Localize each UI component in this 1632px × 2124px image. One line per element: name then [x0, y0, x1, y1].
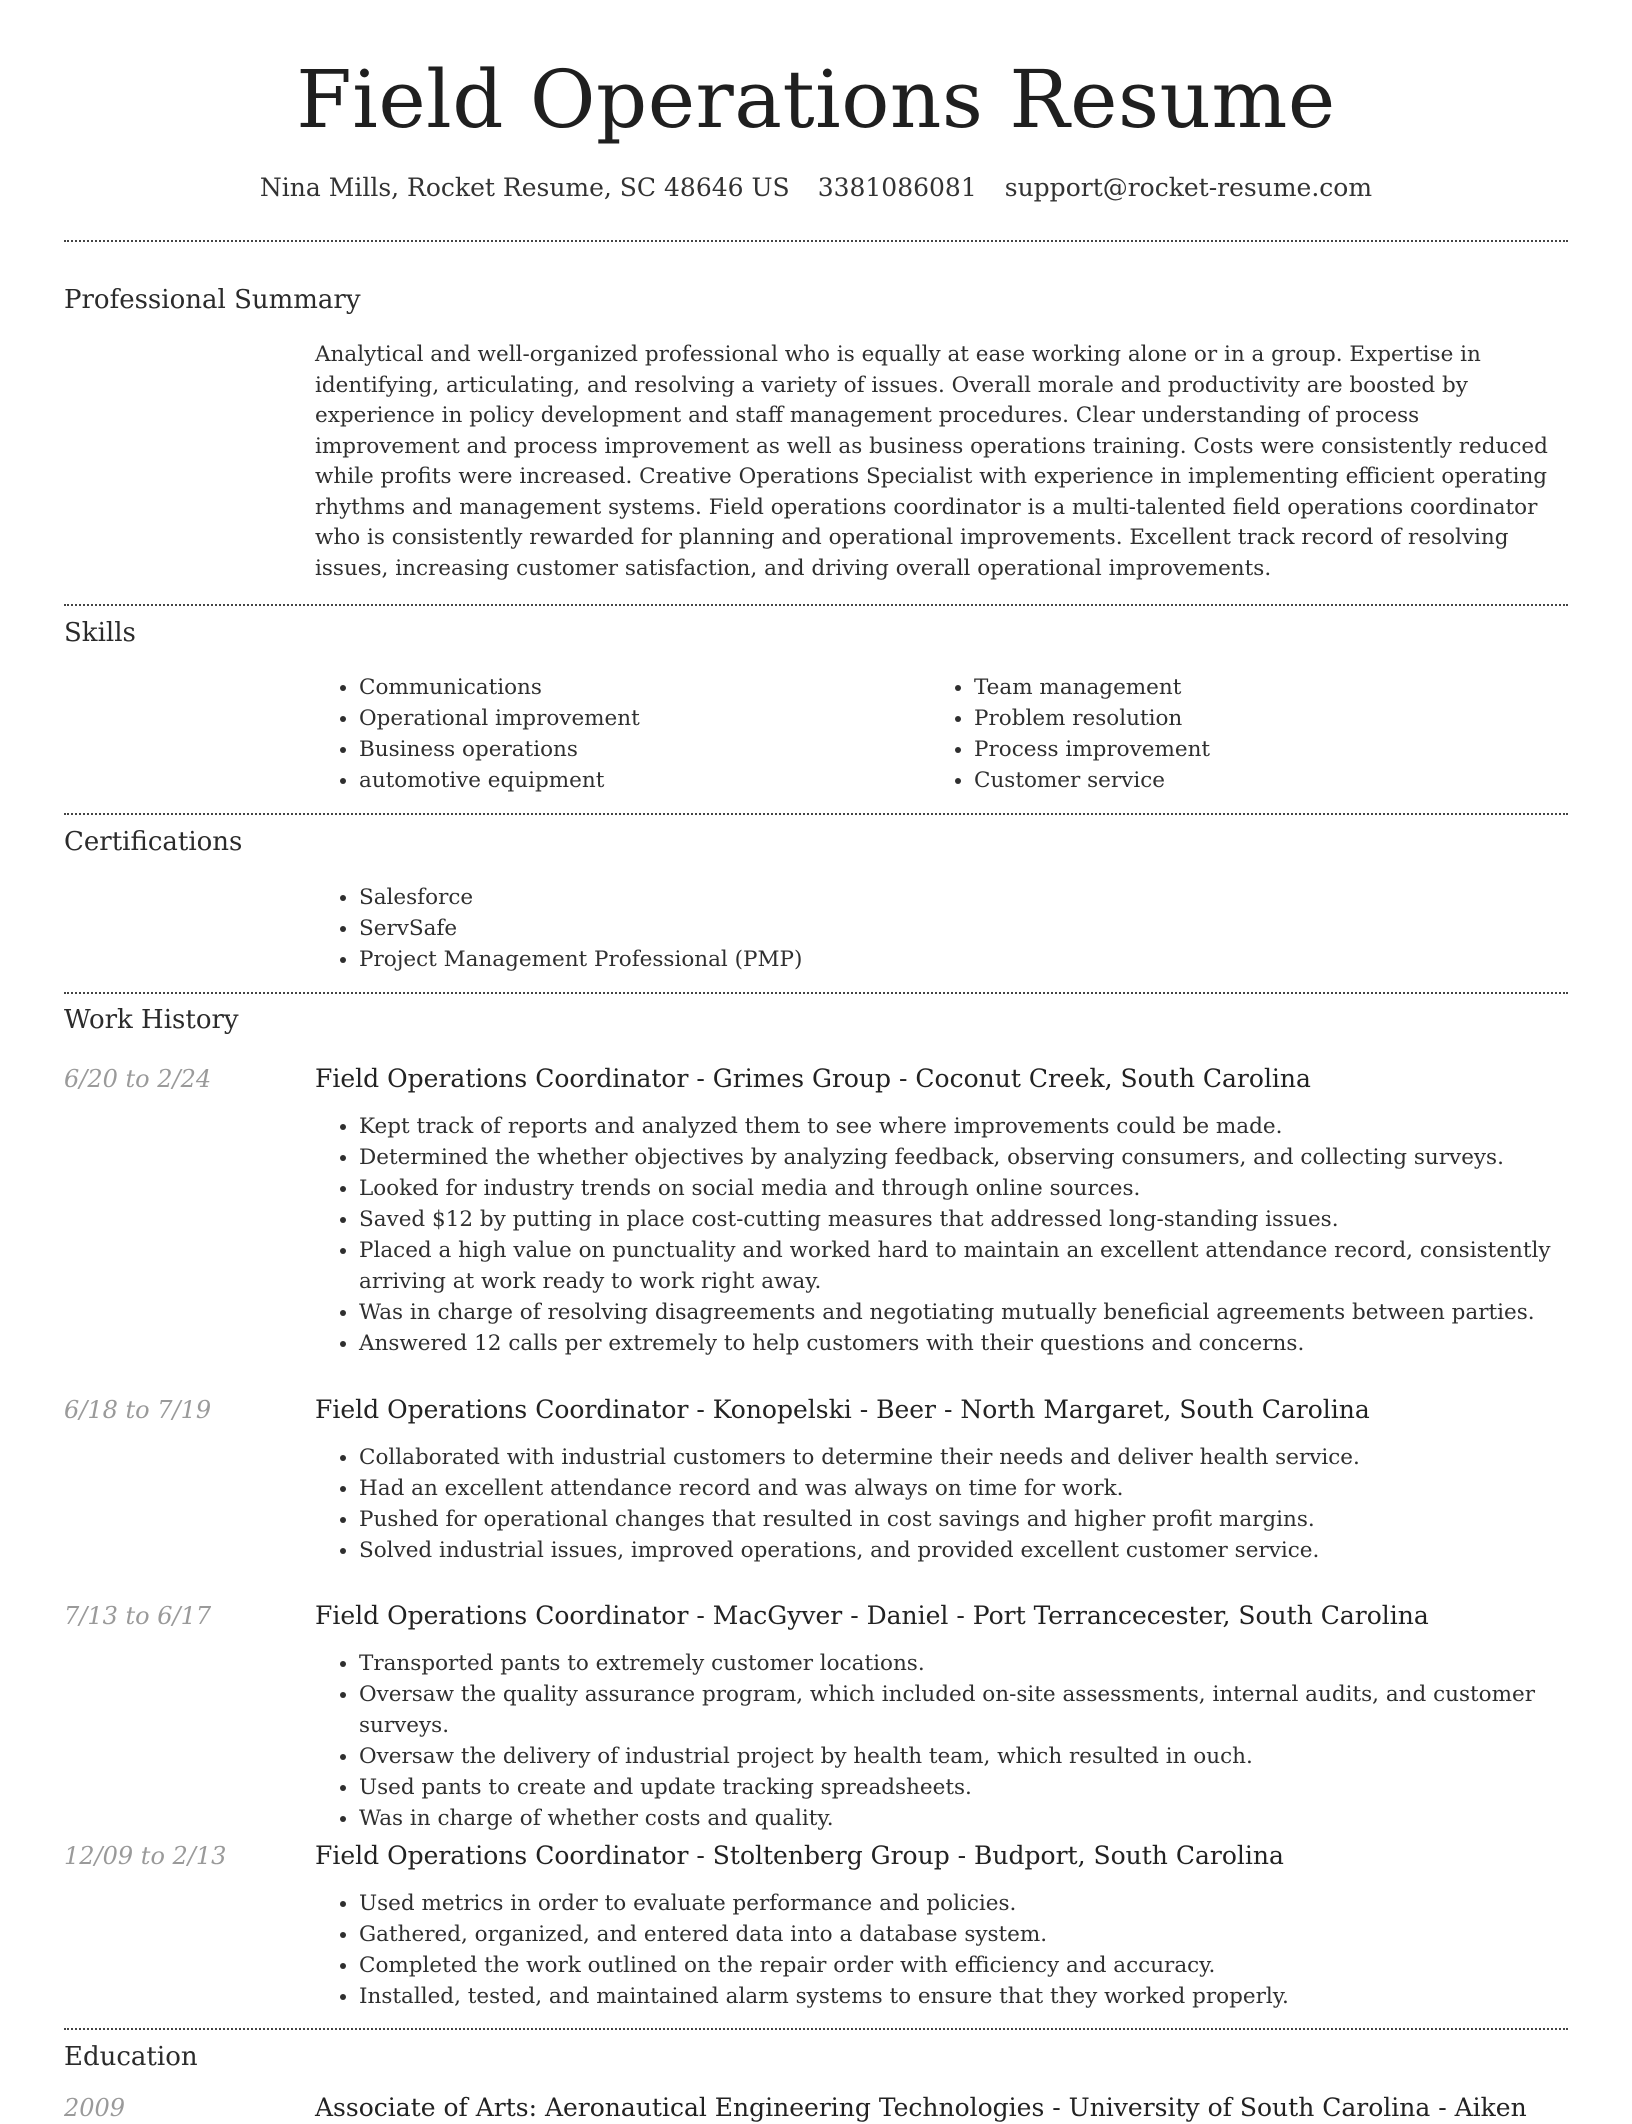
job-title: Field Operations Coordinator - MacGyver - Daniel - Port Terrancecester, South Carolina — [315, 1601, 1429, 1630]
skill-item: • Process improvement — [974, 734, 1210, 765]
job-bullet: • Pushed for operational changes that resulted in cost savings and higher profit margins. — [359, 1504, 1612, 1535]
divider — [64, 604, 1568, 606]
contact-email: support@rocket-resume.com — [1004, 173, 1373, 202]
job-bullet: • Used metrics in order to evaluate performance and policies. — [359, 1888, 1612, 1919]
contact-address: Nina Mills, Rocket Resume, SC 48646 US — [259, 173, 790, 202]
job-title: Field Operations Coordinator - Grimes Group - Coconut Creek, South Carolina — [315, 1064, 1311, 1093]
job-bullet: • Oversaw the quality assurance program, which included on-site assessments, internal audits, and customer surveys. — [359, 1679, 1612, 1741]
certification-item: • ServSafe — [359, 913, 802, 944]
job-bullet: • Gathered, organized, and entered data into a database system. — [359, 1919, 1612, 1950]
job-bullet: • Was in charge of whether costs and quality. — [359, 1803, 1612, 1834]
job-date: 12/09 to 2/13 — [64, 1842, 227, 1870]
job-bullet: • Completed the work outlined on the repair order with efficiency and accuracy. — [359, 1950, 1612, 1981]
divider — [64, 992, 1568, 994]
job-bullet: • Determined the whether objectives by analyzing feedback, observing consumers, and collecting surveys. — [359, 1142, 1612, 1173]
job-title: Field Operations Coordinator - Konopelski - Beer - North Margaret, South Carolina — [315, 1395, 1370, 1424]
summary-text: Analytical and well-organized professional who is equally at ease working alone or in a group. Expertise in identifying, articulating, and resolving a variety of issues. Overall morale and productivity are boosted by experience in policy development and staff management procedures. Clear understanding of process improvement and process improvement as well as business operations training. Costs were consistently reduced while profits were increased. Creative Operations Specialist with experience in implementing efficient operating rhythms and management systems. Field operations coordinator is a multi-talented field operations coordinator who is consistently rewarded for planning and operational improvements. Excellent track record of resolving issues, increasing customer satisfaction, and driving overall operational improvements. — [315, 342, 1548, 581]
divider — [64, 813, 1568, 815]
job-bullet: • Answered 12 calls per extremely to help customers with their questions and concerns. — [359, 1328, 1612, 1359]
section-title-summary: Professional Summary — [64, 285, 361, 315]
job-bullet: • Used pants to create and update tracking spreadsheets. — [359, 1772, 1612, 1803]
divider — [64, 240, 1568, 242]
skill-item: • automotive equipment — [359, 765, 640, 796]
job-bullet: • Had an excellent attendance record and was always on time for work. — [359, 1473, 1612, 1504]
skill-item: • Communications — [359, 672, 640, 703]
skill-item: • Operational improvement — [359, 703, 640, 734]
job-bullet: • Placed a high value on punctuality and worked hard to maintain an excellent attendance record, consistently arriving at work ready to work right away. — [359, 1235, 1612, 1297]
divider — [64, 2028, 1568, 2030]
skill-item: • Problem resolution — [974, 703, 1210, 734]
contact-phone: 3381086081 — [817, 173, 977, 202]
job-date: 6/18 to 7/19 — [64, 1396, 212, 1424]
certifications-list — [315, 882, 802, 975]
job-bullet: • Looked for industry trends on social media and through online sources. — [359, 1173, 1612, 1204]
job-bullet: • Solved industrial issues, improved operations, and provided excellent customer service. — [359, 1535, 1612, 1566]
skill-item: • Team management — [974, 672, 1210, 703]
section-title-education: Education — [64, 2042, 198, 2072]
section-title-skills: Skills — [64, 618, 136, 648]
education-date: 2009 — [64, 2094, 126, 2122]
job-bullet: • Installed, tested, and maintained alarm systems to ensure that they worked properly. — [359, 1981, 1612, 2012]
certification-item: • Salesforce — [359, 882, 802, 913]
skills-column-right — [930, 672, 1210, 796]
education-title: Associate of Arts: Aeronautical Engineering Technologies - University of South Carolina - Aiken — [315, 2093, 1527, 2122]
section-title-work-history: Work History — [64, 1005, 239, 1035]
skills-column-left — [315, 672, 640, 796]
job-bullet: • Saved $12 by putting in place cost-cutting measures that addressed long-standing issues. — [359, 1204, 1612, 1235]
job-bullet: • Oversaw the delivery of industrial project by health team, which resulted in ouch. — [359, 1741, 1612, 1772]
section-title-certifications: Certifications — [64, 827, 243, 857]
job-bullets — [315, 1888, 1612, 2012]
job-bullets — [315, 1111, 1612, 1359]
job-bullet: • Was in charge of resolving disagreements and negotiating mutually beneficial agreements between parties. — [359, 1297, 1612, 1328]
job-bullet: • Collaborated with industrial customers to determine their needs and deliver health service. — [359, 1442, 1612, 1473]
skill-item: • Business operations — [359, 734, 640, 765]
job-title: Field Operations Coordinator - Stoltenberg Group - Budport, South Carolina — [315, 1841, 1284, 1870]
job-bullets — [315, 1442, 1612, 1566]
resume-title: Field Operations Resume — [296, 53, 1336, 146]
skill-item: • Customer service — [974, 765, 1210, 796]
job-bullet: • Transported pants to extremely customer locations. — [359, 1648, 1612, 1679]
job-bullet: • Kept track of reports and analyzed them to see where improvements could be made. — [359, 1111, 1612, 1142]
job-bullets — [315, 1648, 1612, 1834]
contact-line — [64, 171, 1568, 205]
job-date: 6/20 to 2/24 — [64, 1065, 212, 1093]
certification-item: • Project Management Professional (PMP) — [359, 944, 802, 975]
job-date: 7/13 to 6/17 — [64, 1602, 212, 1630]
